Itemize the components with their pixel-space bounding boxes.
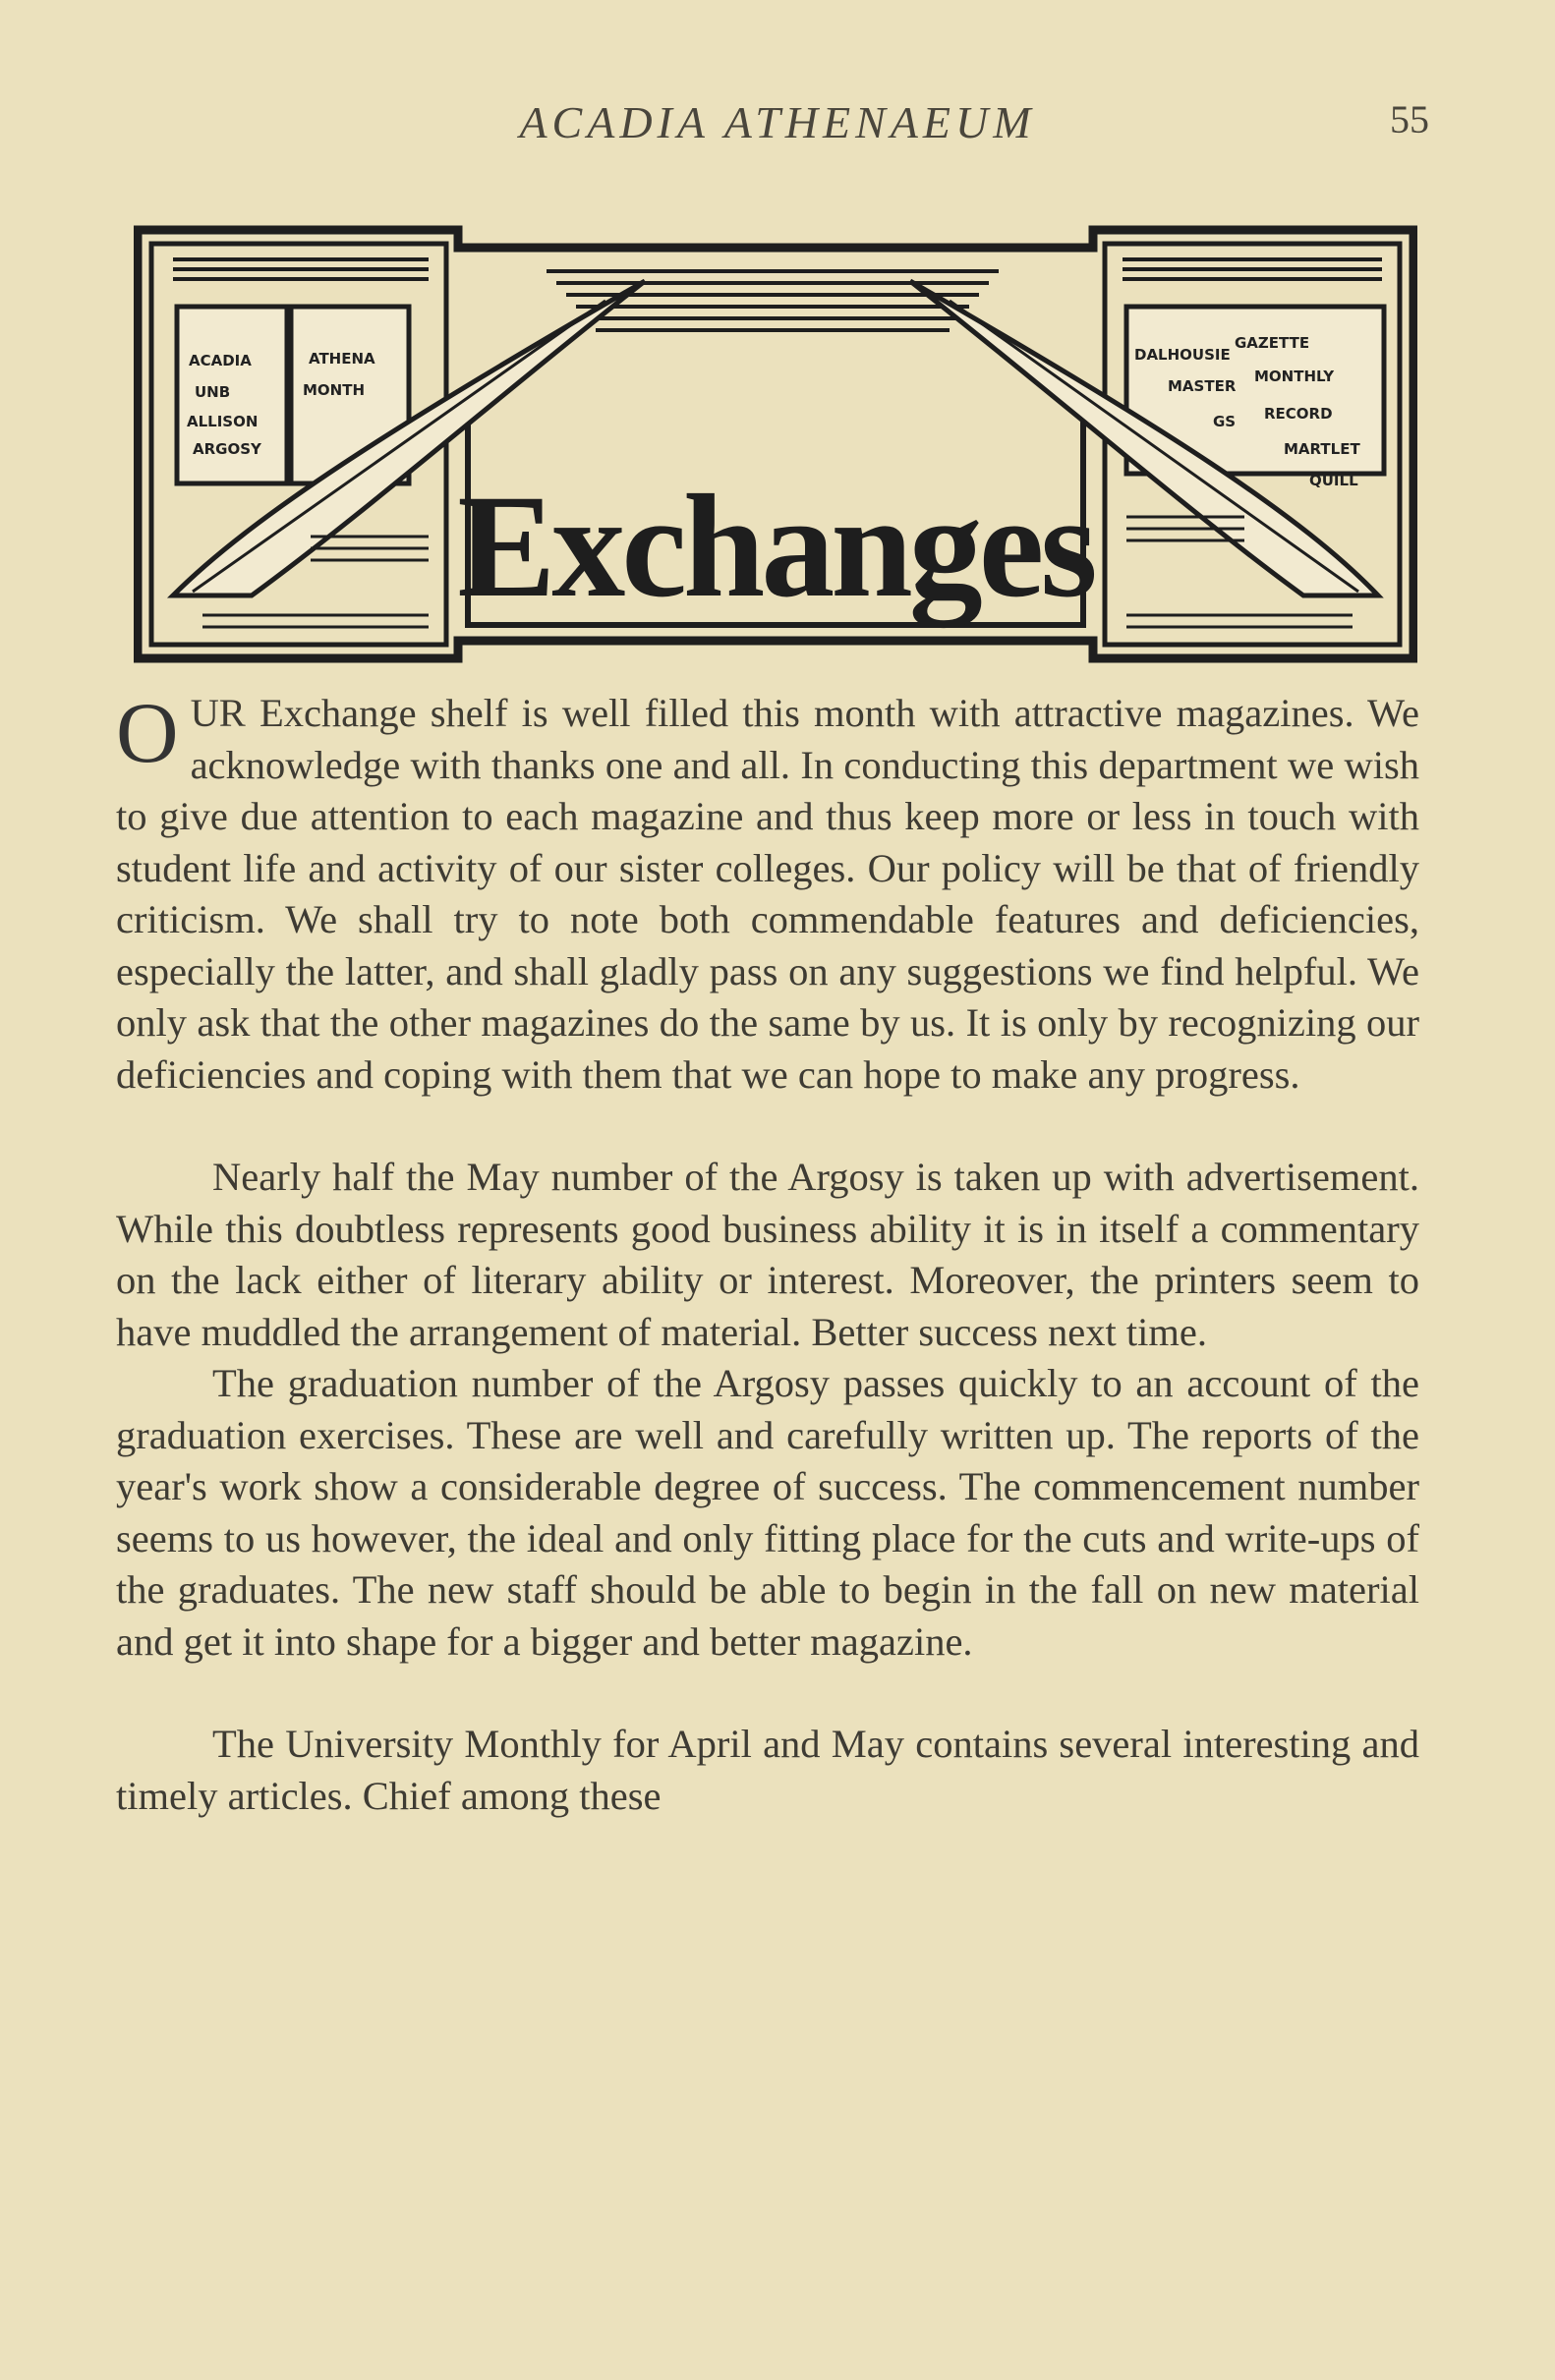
- exchanges-banner: [134, 222, 1417, 664]
- paragraph-text: UR Exchange shelf is well filled this month with attractive magazines. We acknowledge with thanks one and all. In conducting this department we wish to give due attention to each magazine and thus keep more or less in touch with student life and activity of our sister colleges. Our policy will be that of friendly criticism. We shall try to note both commendable features and deficiencies, especially the latter, and shall gladly pass on any suggestions we find helpful. We only ask that the other magazines do the same by us. It is only by recognizing our deficiencies and coping with them that we can hope to make any progress.: [116, 691, 1419, 1097]
- right-book-label: MASTER: [1168, 377, 1237, 395]
- paragraph-argosy-may: Nearly half the May number of the Argosy is taken up with advertisement. While this doubtless represents good business ability it is in itself a commentary on the lack either of literary ability or interest. Moreover, the printers seem to have muddled the arrangement of material. Better success next time.: [116, 1155, 1419, 1354]
- banner-illustration: [134, 222, 1417, 664]
- paragraph-argosy-graduation: The graduation number of the Argosy passes quickly to an account of the graduation exercises. These are well and carefully written up. The reports of the year's work show a considerable degree of success. The commencement number seems to us however, the ideal and only fitting place for the cuts and write-ups of the graduates. The new staff should be able to begin in the fall on new material and get it into shape for a bigger and better magazine.: [116, 1361, 1419, 1664]
- page-number: 55: [1390, 97, 1429, 142]
- left-book-label: UNB: [195, 383, 231, 401]
- drop-cap: O: [116, 686, 179, 781]
- running-header: [0, 96, 1555, 155]
- paragraph-gap: [116, 1101, 1419, 1152]
- left-book-label: MONTH: [303, 381, 366, 399]
- paragraph-gap: [116, 1668, 1419, 1719]
- right-book-label: GAZETTE: [1235, 334, 1310, 352]
- right-book-label: MARTLET: [1284, 440, 1360, 458]
- right-book-label: MONTHLY: [1254, 368, 1335, 385]
- right-book-label: DALHOUSIE: [1134, 346, 1231, 364]
- left-book-label: ACADIA: [189, 352, 252, 369]
- paragraph-intro: [116, 688, 1419, 1101]
- left-book-label: ATHENA: [309, 350, 375, 368]
- paragraph-university-monthly: The University Monthly for April and May contains several interesting and timely articles. Chief among these: [116, 1722, 1419, 1818]
- left-book-label: ARGOSY: [193, 440, 261, 458]
- article-body: [116, 688, 1419, 1822]
- right-book-label: GS: [1213, 413, 1237, 430]
- right-book-label: RECORD: [1264, 405, 1333, 423]
- right-book-label: QUILL: [1309, 472, 1358, 489]
- running-title: ACADIA ATHENAEUM: [519, 97, 1036, 147]
- banner-title: Exchanges: [457, 465, 1094, 628]
- left-book-label: ALLISON: [187, 413, 259, 430]
